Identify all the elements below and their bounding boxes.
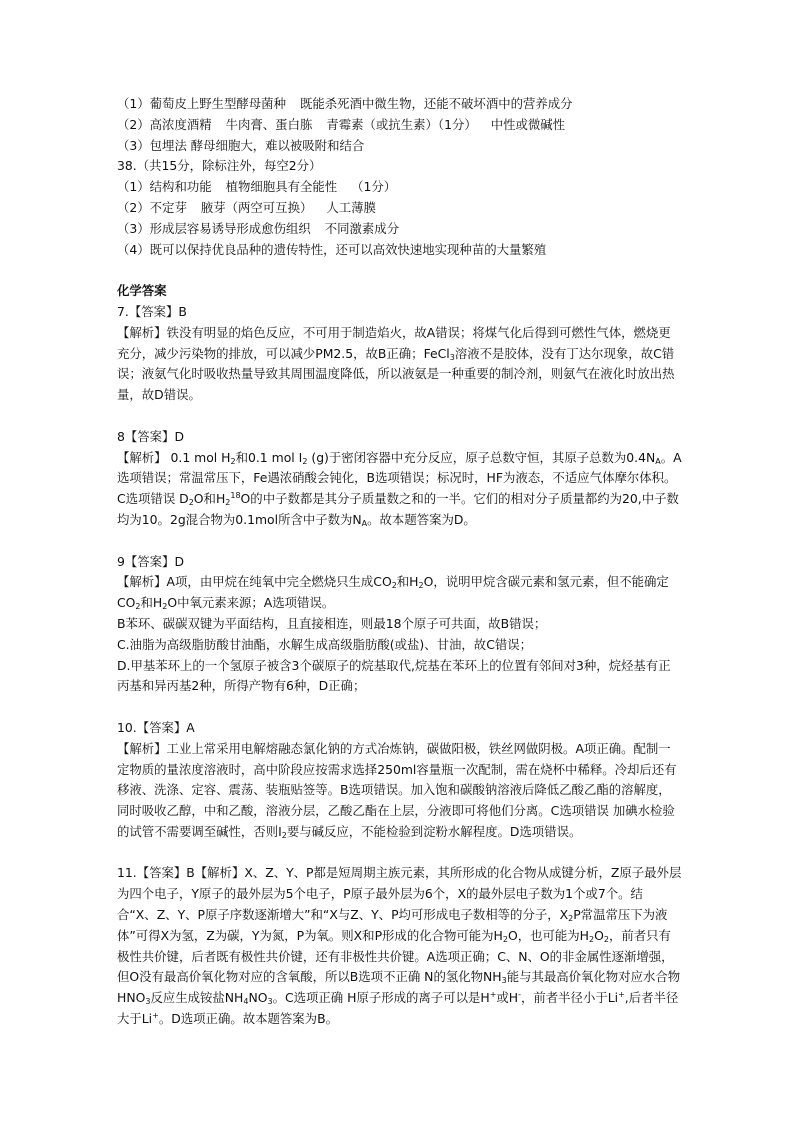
subscript: 2 [391, 581, 397, 591]
subscript: 3 [145, 997, 151, 1007]
text-segment: 。C选项正确 H原子形成的离子可以是H [272, 990, 490, 1006]
bio-37-line-2 [117, 115, 682, 136]
q8-analysis [117, 448, 682, 531]
text-segment: （2）高浓度酒精 [117, 116, 212, 132]
subscript: 2 [603, 934, 609, 944]
bio-38-heading: 38.（共15分，除标注外，每空2分） [117, 158, 322, 174]
q9-analysis-d: D.甲基苯环上的一个氢原子被含3个碳原子的烷基取代,烷基在苯环上的位置有邻间对3种，烷烃基有正丙基和异丙基2种，所得产物有6种，D正确； [117, 657, 671, 694]
text-segment: 牛肉膏、蛋白胨 [225, 116, 313, 132]
bio-37-line-3: （3）包埋法 酵母细胞大，难以被吸附和结合 [117, 137, 365, 153]
q7-answer: 7.【答案】B [117, 303, 187, 319]
text-segment: 。故本题答案为D。 [367, 511, 476, 527]
text-segment: （2）不定芽 [117, 199, 187, 215]
subscript: 2 [225, 498, 231, 508]
q9-analysis-c: C.油脂为高级脂肪酸甘油酯，水解生成高级脂肪酸(或盐)、甘油，故C错误； [117, 636, 533, 652]
text-segment: 既能杀死酒中微生物，还能不破坏酒中的营养成分 [299, 96, 573, 111]
subscript: 2 [281, 830, 287, 840]
chemistry-heading: 化学答案 [117, 283, 167, 299]
subscript: 3 [449, 352, 455, 362]
subscript: 2 [568, 914, 574, 924]
text-segment: O的中子数都是其分子质量数之和的一半。它们的相对分子质量都约为20,中子数均为10。2g混合物为0.1mol所含中子数为N [117, 491, 679, 527]
subscript: 2 [418, 581, 424, 591]
answer-document [117, 94, 682, 1030]
text-segment: 【解析】A项，由甲烷在纯氧中完全燃烧只生成CO [117, 574, 392, 590]
text-segment: （1分） [351, 179, 397, 195]
bio-38-line-2 [117, 198, 682, 219]
text-segment: P常温常压下为液体”可得X为氢，Z为碳，Y为氮，P为氧。则X和P形成的化合物可能为H [117, 907, 668, 943]
q9-answer: 9【答案】D [117, 553, 184, 569]
subscript: A [361, 518, 368, 528]
text-segment: （1）葡萄皮上野生型酵母菌种 [117, 96, 286, 111]
q7-analysis [117, 323, 682, 406]
text-segment: NO [248, 990, 268, 1006]
text-segment: （1）结构和功能 [117, 179, 212, 195]
superscript: - [518, 990, 521, 1000]
text-segment: 或H [496, 990, 519, 1006]
text-segment: ，前者只有极性共价键，后者既有极性共价键，还有非极性共价键。A选项正确；C、N、O的非金属性逐渐增强，但O没有最高价氧化物对应的含氧酸，所以B选项不正确 N的氢化物NH [117, 927, 674, 985]
text-segment: 【解析】 0.1 mol H [117, 449, 231, 465]
text-segment: 和H [140, 595, 163, 611]
q11-answer-analysis [117, 863, 682, 1029]
q8-answer: 8【答案】D [117, 428, 184, 444]
text-segment: 青霉素（或抗生素）（1分） [326, 116, 477, 132]
text-segment: 能与其最高价氧化物对应水合物HNO [117, 969, 681, 1006]
text-segment: 11.【答案】B【解析】X、Z、Y、P都是短周期主族元素，其所形成的化合物从成键分析，Z原子最外层为四个电子，Y原子的最外层为5个电子，P原子最外层为6个，X的最外层电子数为1个或7个。结合“X、Z、Y、P原子序数逐渐增大”和“X与Z、Y、P均可形成电子数相等的分子，X [117, 865, 682, 923]
text-segment: O，说明甲烷含碳元素和氢元素，但不能确定CO [117, 574, 669, 611]
subscript: A [655, 456, 661, 466]
text-segment: (g)于密闭容器中充分反应，原子总数守恒，其原子总数为0.4N [307, 449, 656, 465]
superscript: + [152, 1011, 159, 1021]
text-segment: 和H [396, 574, 419, 590]
subscript: 2 [502, 934, 508, 944]
text-segment: 腋芽（两空可互换） [200, 199, 313, 215]
text-segment: 溶液不是胶体，没有丁达尔现象，故C错误；液氨气化时吸收热量导致其周围温度降低，所以液氨是一种重要的制冷剂，则氨气在液化时放出热量，故D错误。 [117, 345, 675, 403]
text-segment: 中性或微碱性 [490, 116, 566, 132]
subscript: 3 [267, 997, 273, 1007]
text-segment: 人工薄膜 [326, 199, 376, 215]
subscript: 4 [243, 997, 249, 1007]
text-segment: 。D选项正确。故本题答案为B。 [158, 1011, 338, 1027]
text-segment: 和0.1 mol I [235, 449, 303, 465]
subscript: 2 [302, 456, 308, 466]
superscript: + [618, 990, 625, 1000]
subscript: 3 [501, 976, 507, 986]
subscript: 2 [135, 602, 141, 612]
subscript: 2 [162, 602, 168, 612]
text-segment: 。A选项错误；常温常压下，Fe遇浓硝酸会钝化，B选项错误；标况时，HF为液态，不适应气体摩尔体积。C选项错误 D [117, 449, 682, 507]
text-segment: 不同激素成分 [324, 220, 400, 236]
q10-answer: 10.【答案】A [117, 719, 195, 735]
bio-38-line-3 [117, 219, 682, 240]
superscript: 18 [230, 491, 241, 501]
text-segment: 【解析】铁没有明显的焰色反应，不可用于制造焰火，故A错误；将煤气化后得到可燃性气体，燃烧更充分，减少污染物的排放，可以减少PM2.5，故B正确；FeCl [117, 324, 671, 361]
text-segment: ,后者半径大于Li [117, 990, 679, 1027]
superscript: + [489, 990, 497, 1000]
subscript: 2 [230, 456, 236, 466]
subscript: 2 [589, 934, 595, 944]
text-segment: （3）形成层容易诱导形成愈伤组织 [117, 220, 311, 236]
text-segment: O和H [193, 491, 226, 507]
text-segment: 要与碱反应，不能检验到淀粉水解程度。D选项错误。 [286, 823, 582, 839]
bio-38-line-1 [117, 177, 682, 198]
text-segment: 反应生成铵盐NH [150, 990, 244, 1006]
text-segment: O中氧元素来源；A选项错误。 [167, 595, 335, 611]
text-segment: ，前者半径小于Li [521, 990, 619, 1006]
q9-analysis-b: B苯环、碳碳双键为平面结构，且直接相连，则最18个原子可共面，故B错误； [117, 615, 547, 631]
bio-37-line-1 [117, 94, 682, 115]
text-segment: 【解析】工业上常采用电解熔融态氯化钠的方式冶炼钠，碳做阳极，铁丝网做阴极。A项正确。配制一定物质的量浓度溶液时，高中阶段应按需求选择250ml容量瓶一次配制，需在烧杯中稀释。冷却后还有移液、洗涤、定容、震荡、装瓶贴签等。B选项错误。加入饱和碳酸钠溶液后降低乙酸乙酯的溶解度，同时吸收乙醇，中和乙酸，溶液分层，乙酸乙酯在上层，分液即可将他们分离。C选项错误 加碘水检验的试管不需要调至碱性，否则I [117, 740, 677, 839]
q9-analysis-a [117, 572, 682, 614]
bio-38-line-4: （4）既可以保持优良品种的遗传特性，还可以高效快速地实现种苗的大量繁殖 [117, 241, 547, 257]
text-segment: O [594, 927, 604, 943]
q10-analysis [117, 739, 682, 843]
text-segment: O，也可能为H [507, 927, 589, 943]
text-segment: 植物细胞具有全能性 [225, 179, 338, 195]
subscript: 2 [188, 498, 194, 508]
